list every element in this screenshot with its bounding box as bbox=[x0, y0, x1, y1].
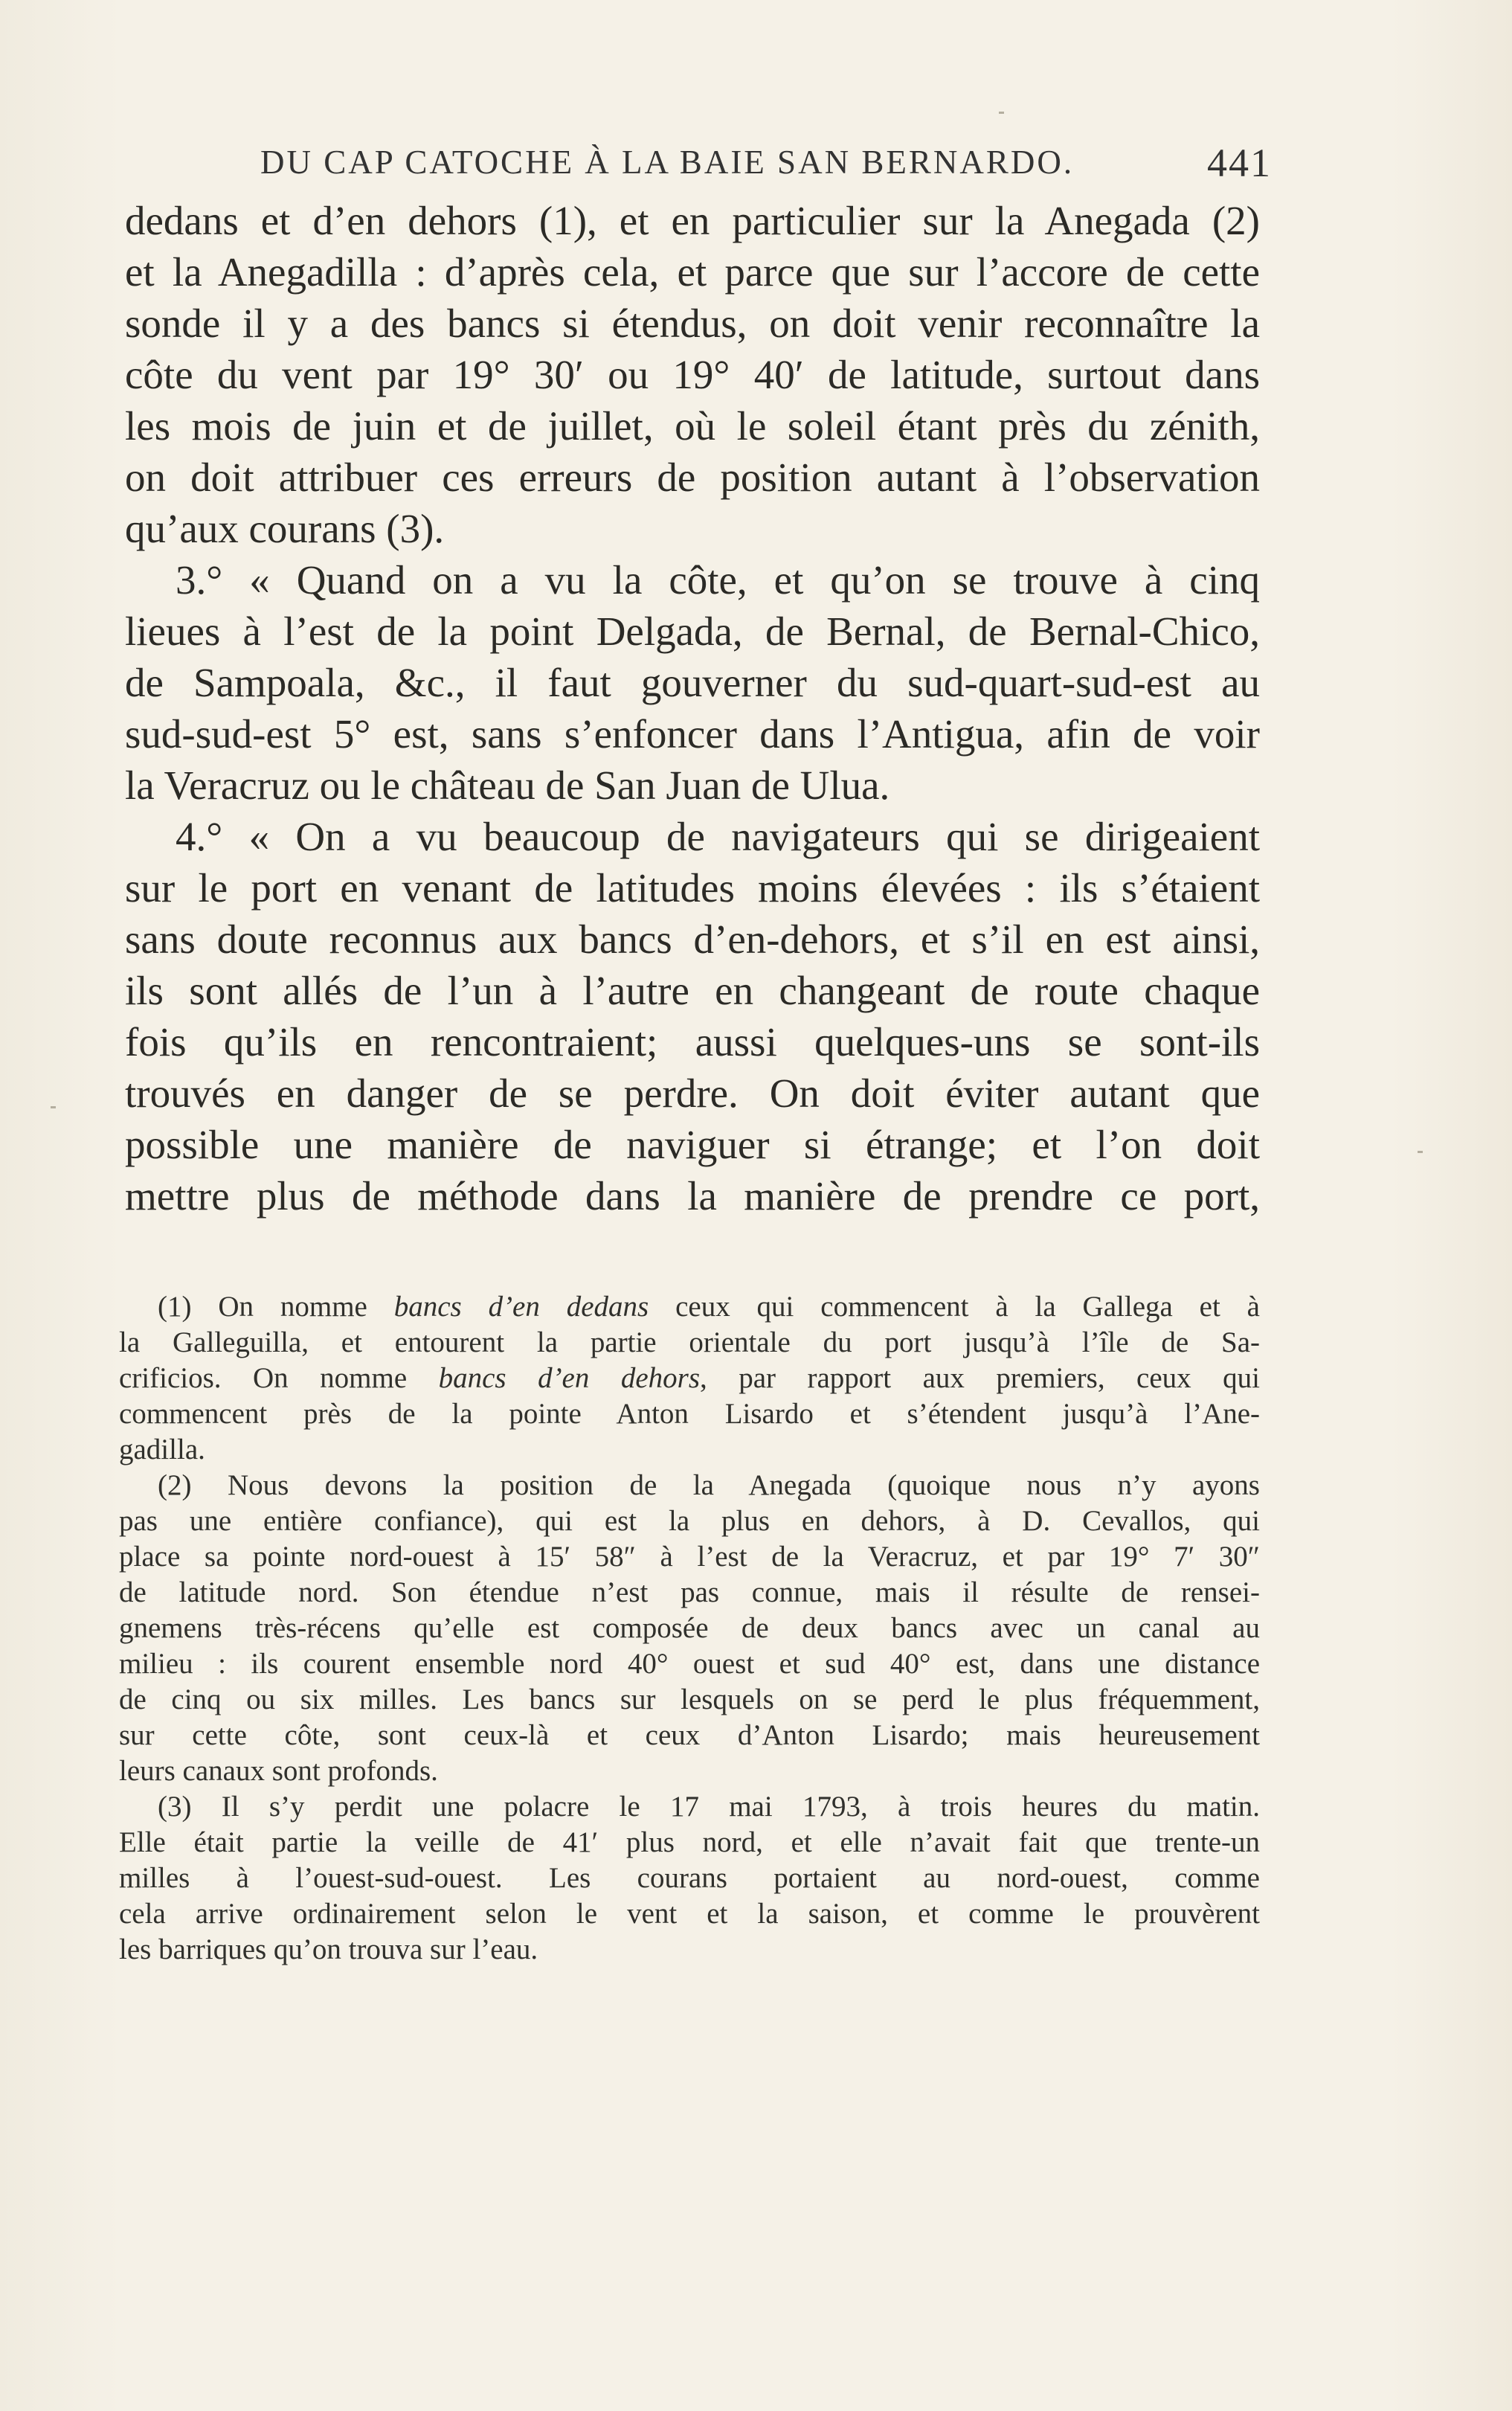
footnote-line bbox=[119, 1289, 1260, 1325]
footnote-line: pas une entière confiance), qui est la plus en dehors, à D. Cevallos, qui bbox=[119, 1505, 1260, 1537]
footnote-line: leurs canaux sont profonds. bbox=[119, 1755, 438, 1787]
text-line: possible une manière de naviguer si étrange; et l’on doit bbox=[125, 1122, 1260, 1167]
footnote-italic-term: bancs d’en dedans bbox=[393, 1291, 649, 1323]
text-line: qu’aux courans (3). bbox=[125, 506, 445, 551]
footnote-line: commencent près de la pointe Anton Lisardo et s’étendent jusqu’à l’Ane- bbox=[119, 1398, 1260, 1430]
text-line: lieues à l’est de la point Delgada, de Bernal, de Bernal-Chico, bbox=[125, 609, 1260, 654]
main-text-block bbox=[125, 195, 1260, 1221]
text-line: les mois de juin et de juillet, où le soleil étant près du zénith, bbox=[125, 403, 1260, 449]
footnote-line: milles à l’ouest-sud-ouest. Les courans portaient au nord-ouest, comme bbox=[119, 1862, 1260, 1894]
page-number: 441 bbox=[1207, 141, 1272, 185]
text-line: et la Anegadilla : d’après cela, et parce que sur l’accore de cette bbox=[125, 249, 1260, 295]
text-line: de Sampoala, &c., il faut gouverner du sud-quart-sud-est au bbox=[125, 660, 1260, 705]
text-line: fois qu’ils en rencontraient; aussi quelques-uns se sont-ils bbox=[125, 1019, 1260, 1065]
footnote-text: ceux qui commencent à la Gallega et à bbox=[649, 1291, 1260, 1323]
footnote-line: sur cette côte, sont ceux-là et ceux d’Anton Lisardo; mais heureusement bbox=[119, 1719, 1260, 1751]
footnote-line: de latitude nord. Son étendue n’est pas connue, mais il résulte de rensei- bbox=[119, 1576, 1260, 1608]
page-header bbox=[260, 143, 1272, 195]
print-speck bbox=[999, 112, 1004, 114]
text-line: mettre plus de méthode dans la manière de prendre ce port, bbox=[125, 1173, 1260, 1219]
footnote-text: , par rapport aux premiers, ceux qui bbox=[700, 1362, 1260, 1394]
footnote-text: crificios. On nomme bbox=[119, 1362, 439, 1394]
text-line: sonde il y a des bancs si étendus, on doit venir reconnaître la bbox=[125, 301, 1260, 346]
text-line: on doit attribuer ces erreurs de position autant à l’observation bbox=[125, 455, 1260, 500]
text-line: la Veracruz ou le château de San Juan de Ulua. bbox=[125, 763, 890, 808]
footnote-line: Elle était partie la veille de 41′ plus nord, et elle n’avait fait que trente-un bbox=[119, 1826, 1260, 1858]
text-line: sud-sud-est 5° est, sans s’enfoncer dans l’Antigua, afin de voir bbox=[125, 711, 1260, 757]
footnote-line: la Galleguilla, et entourent la partie orientale du port jusqu’à l’île de Sa- bbox=[119, 1326, 1260, 1358]
footnote-text: (1) On nomme bbox=[158, 1291, 394, 1323]
footnotes-block bbox=[119, 1289, 1260, 1968]
footnote-line: place sa pointe nord-ouest à 15′ 58″ à l’est de la Veracruz, et par 19° 7′ 30″ bbox=[119, 1541, 1260, 1573]
print-speck bbox=[1418, 1151, 1423, 1153]
text-line: côte du vent par 19° 30′ ou 19° 40′ de latitude, surtout dans bbox=[125, 352, 1260, 397]
footnote-italic-term: bancs d’en dehors bbox=[438, 1362, 701, 1394]
footnote-line bbox=[119, 1361, 1260, 1396]
text-line: sur le port en venant de latitudes moins élevées : ils s’étaient bbox=[125, 865, 1260, 911]
footnote-line: cela arrive ordinairement selon le vent et la saison, et comme le prouvèrent bbox=[119, 1898, 1260, 1930]
footnote-line: les barriques qu’on trouva sur l’eau. bbox=[119, 1933, 538, 1965]
text-line: trouvés en danger de se perdre. On doit éviter autant que bbox=[125, 1070, 1260, 1116]
running-title: DU CAP CATOCHE À LA BAIE SAN BERNARDO. bbox=[260, 144, 1075, 181]
print-speck bbox=[51, 1106, 56, 1108]
text-line: sans doute reconnus aux bancs d’en-dehors, et s’il en est ainsi, bbox=[125, 916, 1260, 962]
footnote-line: gadilla. bbox=[119, 1434, 205, 1465]
footnote-line: (3) Il s’y perdit une polacre le 17 mai 1793, à trois heures du matin. bbox=[158, 1791, 1260, 1823]
footnote-line: gnemens très-récens qu’elle est composée de deux bancs avec un canal au bbox=[119, 1612, 1260, 1644]
footnote-line: (2) Nous devons la position de la Anegada (quoique nous n’y ayons bbox=[158, 1469, 1260, 1501]
footnote-line: de cinq ou six milles. Les bancs sur lesquels on se perd le plus fréquemment, bbox=[119, 1683, 1260, 1715]
text-line: dedans et d’en dehors (1), et en particulier sur la Anegada (2) bbox=[125, 198, 1260, 243]
text-line: ils sont allés de l’un à l’autre en changeant de route chaque bbox=[125, 968, 1260, 1013]
text-line: 4.° « On a vu beaucoup de navigateurs qui se dirigeaient bbox=[176, 814, 1260, 859]
footnote-line: milieu : ils courent ensemble nord 40° ouest et sud 40° est, dans une distance bbox=[119, 1648, 1260, 1680]
text-line: 3.° « Quand on a vu la côte, et qu’on se trouve à cinq bbox=[176, 557, 1260, 603]
